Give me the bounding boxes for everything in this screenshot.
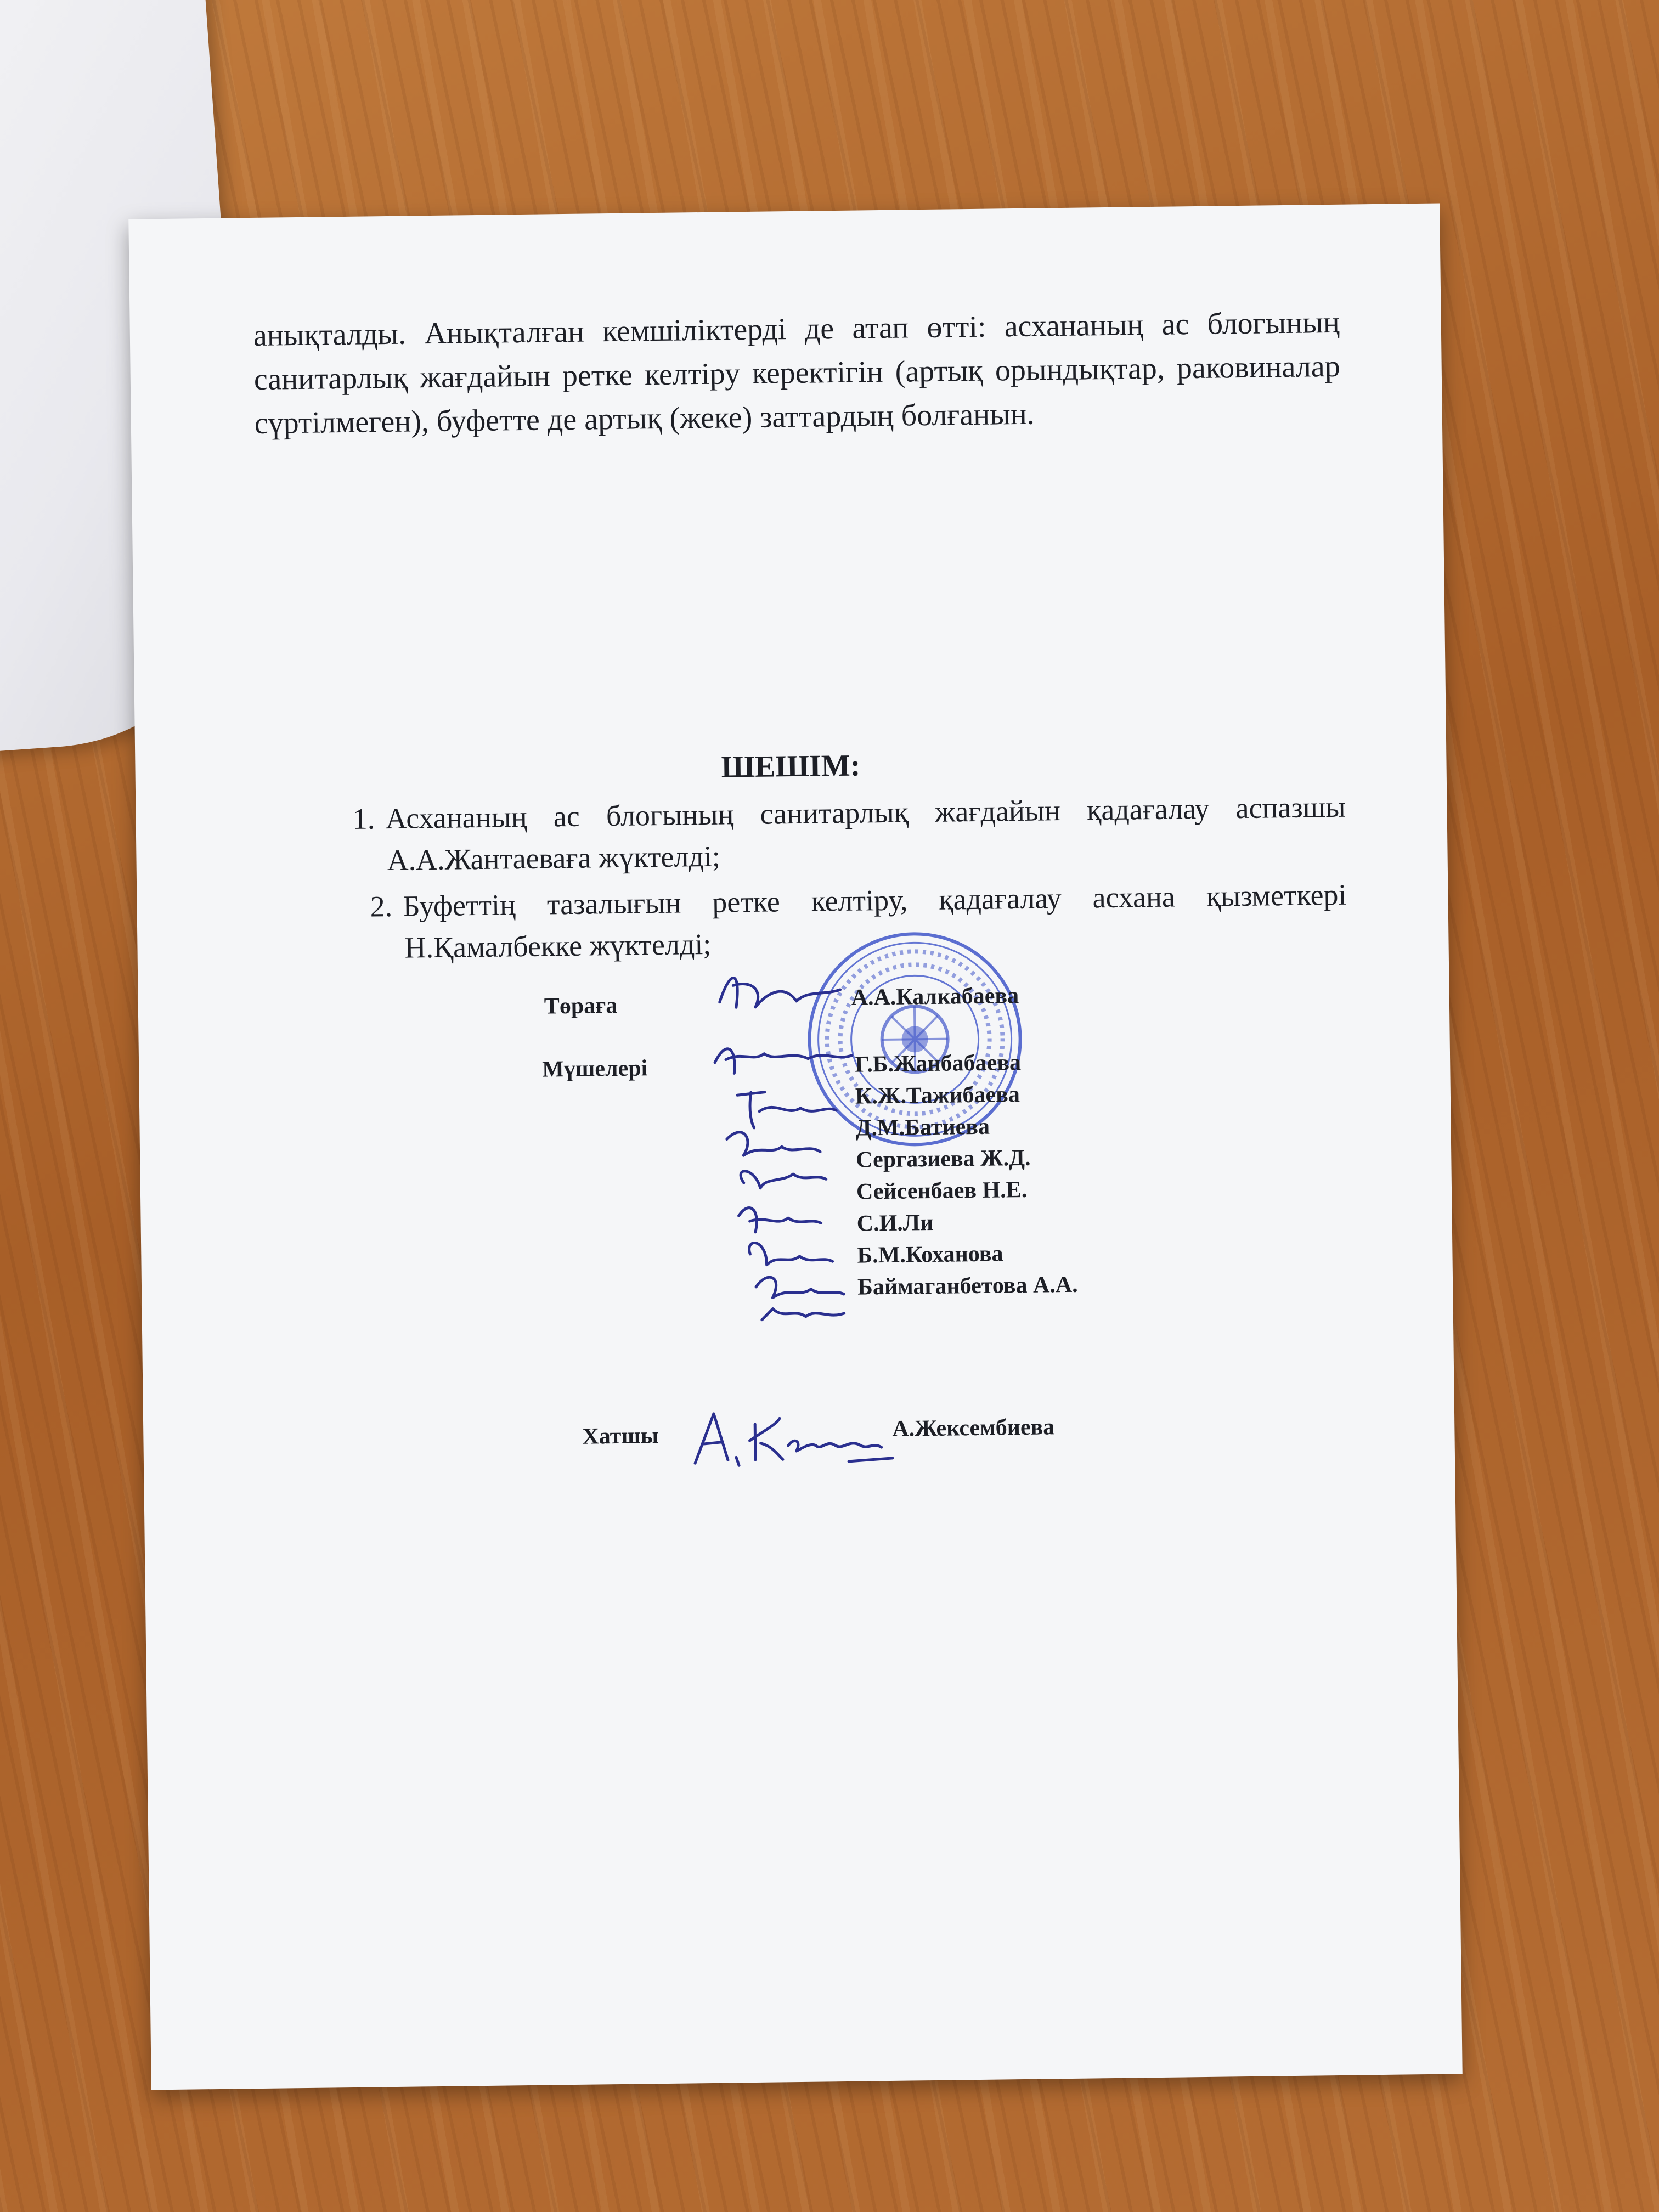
- body-paragraph: анықталды. Анықталған кемшіліктерді де атап өтті: асхананың ас блогының санитарлық жағдайын ретке келтіру керектігін (артық орындықтар, раковиналар сүртілмеген), буфетте де артық (жеке) заттардың болғанын.: [253, 305, 1341, 441]
- chair-label: Төраға: [544, 992, 618, 1019]
- member-name: Сергазиева Ж.Д.: [856, 1145, 1031, 1173]
- decision-item-text: Буфеттің тазалығын ретке келтіру, қадағалау асхана қызметкері: [403, 878, 1347, 923]
- member-name: Г.Б.Жанбабаева: [854, 1049, 1022, 1077]
- member-name: Б.М.Коханова: [857, 1241, 1003, 1268]
- members-label: Мүшелері: [541, 1056, 648, 1082]
- member-name: Д.М.Батиева: [855, 1114, 990, 1141]
- document-page: [128, 204, 1462, 2090]
- member-name: С.И.Ли: [856, 1210, 934, 1237]
- decision-item-text-continued: А.А.Жантаеваға жүктелді;: [387, 839, 721, 877]
- secretary-signature: [683, 1390, 904, 1475]
- chair-name: А.А.Калкабаева: [851, 983, 1019, 1011]
- decision-item-1: [352, 786, 1346, 882]
- decision-item-number: 2.: [370, 889, 393, 923]
- decision-item-text-continued: Н.Қамалбекке жүктелді;: [404, 927, 712, 964]
- member-name: К.Ж.Тажибаева: [855, 1082, 1020, 1109]
- member-name: Баймаганбетова А.А.: [857, 1272, 1078, 1300]
- member-signatures: [703, 956, 872, 1342]
- member-name: Сейсенбаев Н.Е.: [856, 1177, 1028, 1205]
- secretary-label: Хатшы: [582, 1423, 659, 1449]
- secretary-name: А.Жексембиева: [892, 1414, 1055, 1442]
- decision-heading: ШЕШІМ:: [721, 748, 861, 785]
- decision-item-number: 1.: [352, 802, 375, 836]
- decision-item-text: Асхананың ас блогының санитарлық жағдайын қадағалау аспазшы: [385, 790, 1346, 836]
